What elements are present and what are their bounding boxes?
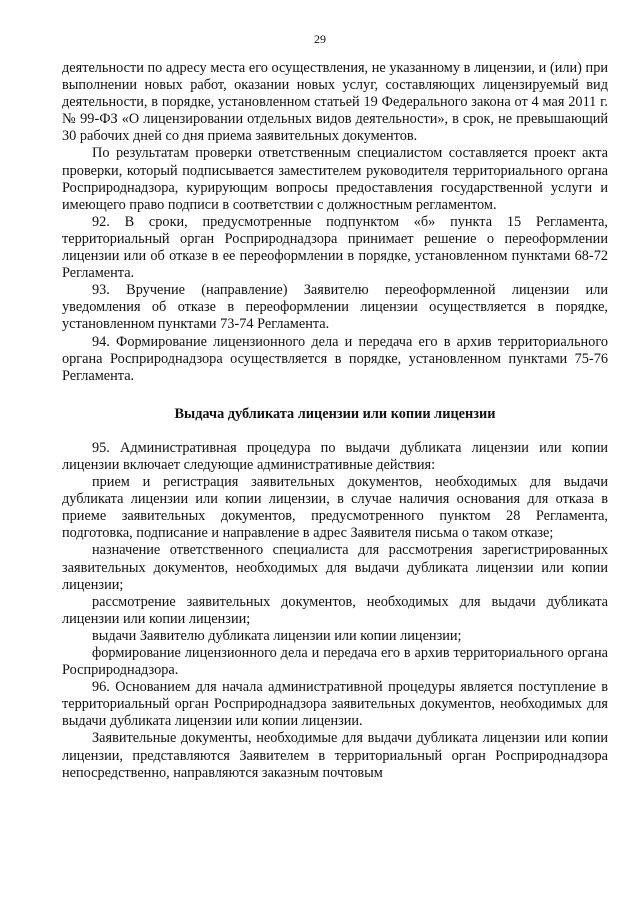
list-item-review: рассмотрение заявительных документов, необходимых для выдачи дубликата лицензии или копии лицензии; [62, 593, 608, 627]
paragraph-95: 95. Административная процедура по выдачи дубликата лицензии или копии лицензии включает следующие административные действия: [62, 439, 608, 473]
paragraph-93: 93. Вручение (направление) Заявителю переоформленной лицензии или уведомления об отказе в переоформлении лицензии осуществляется в порядке, установленном пунктами 73-74 Регламента. [62, 282, 608, 333]
paragraph-submission: Заявительные документы, необходимые для выдачи дубликата лицензии или копии лицензии, представляются Заявителем в территориальный орган Росприроднадзора непосредственно, направляются заказным почтовым [62, 730, 608, 781]
paragraph-inspection-act: По результатам проверки ответственным специалистом составляется проект акта проверки, который подписывается заместителем руководителя территориального органа Росприроднадзора, курирующим вопросы предоставления государственной услуги и имеющего право подписи в соответствии с должностным регламентом. [62, 145, 608, 213]
paragraph-continuation: деятельности по адресу места его осуществления, не указанному в лицензии, и (или) при выполнении новых работ, оказании новых услуг, составляющих лицензируемый вид деятельности, в порядке, установленном статьей 19 Федерального закона от 4 мая 2011 г. № 99-ФЗ «О лицензировании отдельных видов деятельности», в срок, не превышающий 30 рабочих дней со дня приема заявительных документов. [62, 60, 608, 145]
list-item-appointment: назначение ответственного специалиста для рассмотрения зарегистрированных заявительных документов, необходимых для выдачи дубликата лицензии или копии лицензии; [62, 542, 608, 593]
list-item-archive: формирование лицензионного дела и передача его в архив территориального органа Росприроднадзора. [62, 645, 608, 679]
list-item-reception: прием и регистрация заявительных документов, необходимых для выдачи дубликата лицензии или копии лицензии, в случае наличия основания для отказа в приеме заявительных документов, предусмотренного пунктом 28 Регламента, подготовка, подписание и направление в адрес Заявителя письма о таком отказе; [62, 474, 608, 542]
paragraph-92: 92. В сроки, предусмотренные подпунктом «б» пункта 15 Регламента, территориальный орган Росприроднадзора принимает решение о переоформлении лицензии или об отказе в ее переоформлении в порядке, установленном пунктами 68-72 Регламента. [62, 213, 608, 282]
list-item-issuance: выдачи Заявителю дубликата лицензии или копии лицензии; [92, 627, 462, 644]
paragraph-96: 96. Основанием для начала административной процедуры является поступление в территориальный орган Росприроднадзора заявительных документов, необходимых для выдачи дубликата лицензии или копии лицензии. [62, 679, 608, 730]
paragraph-94: 94. Формирование лицензионного дела и передача его в архив территориального органа Росприроднадзора осуществляется в порядке, установленном пунктами 75-76 Регламента. [62, 333, 608, 384]
section-heading: Выдача дубликата лицензии или копии лицензии [174, 405, 496, 422]
document-body [62, 60, 608, 782]
page-number: 29 [314, 32, 326, 46]
